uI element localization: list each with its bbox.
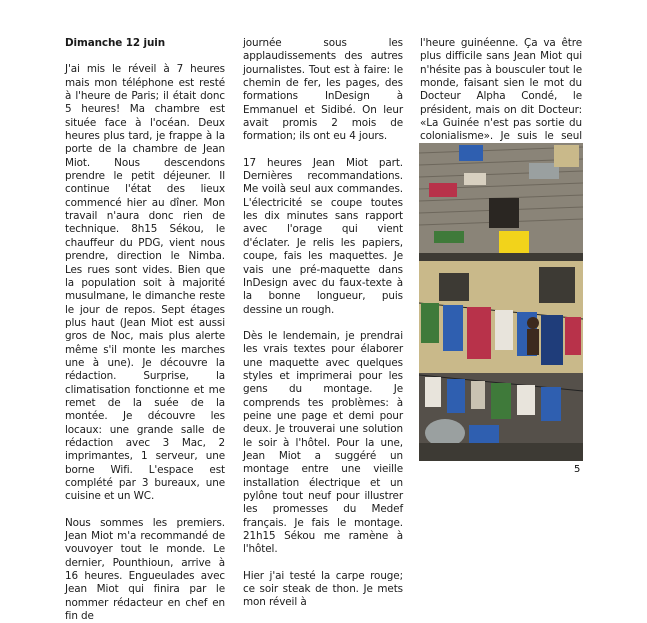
text-column-3 xyxy=(420,37,582,157)
page-number: 5 xyxy=(574,464,581,475)
paragraph: Hier j'ai testé la carpe rouge; ce soir steak de thon. Je mets mon réveil à xyxy=(243,569,403,609)
paragraph: l'heure guinéenne. Ça va être plus difficile sans Jean Miot qui n'hésite pas à bousculer tout le monde, faisant sien le mot du Docteur Alpha Condé, le président, mais on dit Docteur: «La Guinée n'est pas sortie du colonialisme». Je suis le seul xyxy=(420,37,582,143)
rooftops-laundry-photo xyxy=(419,143,583,461)
text-column-1 xyxy=(65,37,225,623)
paragraph: 17 heures Jean Miot part. Dernières recommandations. Me voilà seul aux commandes. L'électricité se coupe toutes les dix minutes sans rapport avec l'orage qui vient d'éclater. Je relis les papiers, coupe, fais les maquettes. Je vais une pré-maquette dans InDesign avec du faux-texte à la bonne longueur, puis dessine un rough. xyxy=(243,156,403,316)
paragraph: journée sous les applaudissements des autres journalistes. Tout est à faire: le chemin de fer, les pages, des formations InDesign à Emmanuel et Sidibé. On leur avait promis 2 mois de formation; ils ont eu 4 jours. xyxy=(243,37,403,143)
text-column-2 xyxy=(243,37,403,610)
paragraph: Nous sommes les premiers. Jean Miot m'a recommandé de vouvoyer tout le monde. Le dernier, Pounthioun, arrive à 16 heures. Engueulades avec Jean Miot qui finira par le nommer rédacteur en chef en fin de xyxy=(65,516,225,623)
photo-illustration xyxy=(419,143,583,461)
paragraph: Dès le lendemain, je prendrai les vrais textes pour élaborer une maquette avec quelques styles et imprimerai pour les gens du montage. Je comprends tes problèmes: à peine une page et demi pour deux. Je trouverai une solution le soir à l'hôtel. Pour la une, Jean Miot a suggéré un montage entre une vieille installation électrique et un pylône tout neuf pour illustrer les promesses du Medef français. Je fais le montage. 21h15 Sékou me ramène à l'hôtel. xyxy=(243,329,403,556)
date-heading: Dimanche 12 juin xyxy=(65,37,166,49)
paragraph: J'ai mis le réveil à 7 heures mais mon téléphone est resté à l'heure de Paris; il était donc 5 heures! Ma chambre est située face à l'océan. Deux heures plus tard, je frappe à la porte de la chambre de Jean Miot. Nous descendons prendre le petit déjeuner. Il continue l'état des lieux commencé hier au dîner. Mon travail n'aura donc rien de technique. 8h15 Sékou, le chauffeur du PDG, vient nous prendre, direction le Nimba. Les rues sont vides. Bien que la population soit à majorité musulmane, le dimanche reste le jour de repos. Sept étages plus haut (Jean Miot est aussi gros de Noc, mais plus alerte même s'il monte les marches une à une). Je découvre la rédaction. Surprise, la climatisation fonctionne et me remet de la suée de la montée. Je découvre les locaux: une grande salle de rédaction avec 3 Mac, 2 imprimantes, 1 serveur, une borne Wifi. L'espace est complété par 3 bureaux, une cuisine et un WC. xyxy=(65,63,225,503)
